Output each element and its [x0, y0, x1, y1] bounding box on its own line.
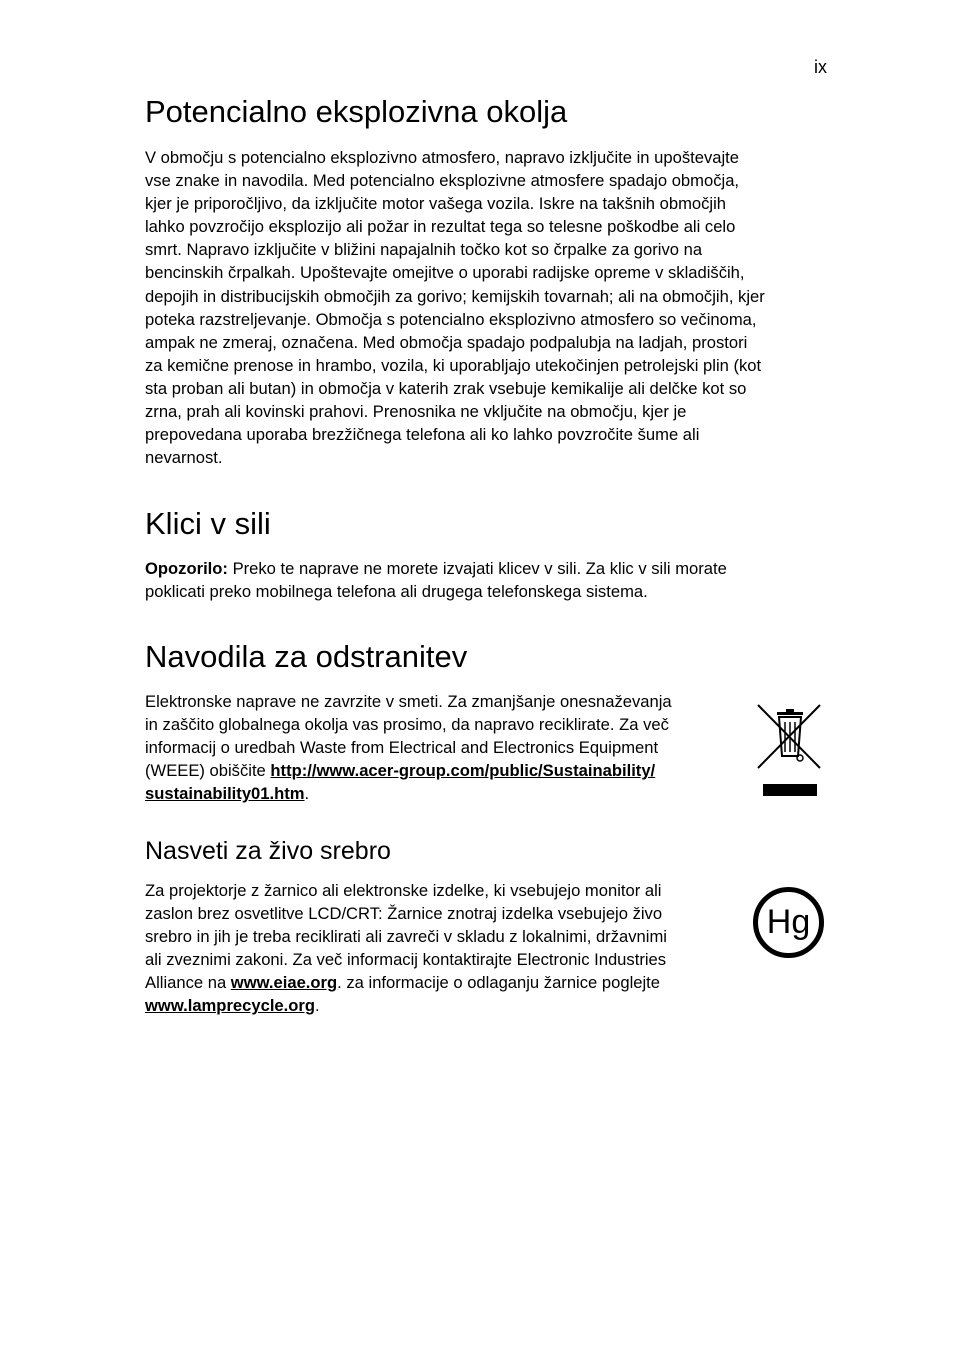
paragraph-line: [145, 971, 667, 994]
paragraph-line: poklicati preko mobilnega telefona ali drugega telefonskega sistema.: [145, 582, 648, 602]
paragraph-line: vse znake in navodila. Med potencialno eksplozivne atmosfere spadajo območja,: [145, 171, 740, 191]
weee-crossed-bin-icon: [755, 702, 823, 798]
paragraph-line: bencinskih črpalkah. Upoštevajte omejitve o uporabi radijske opreme v skladiščih,: [145, 263, 745, 283]
paragraph-line: V območju s potencialno eksplozivno atmosfero, napravo izključite in upoštevajte: [145, 148, 740, 167]
paragraph-line: depojih in distribucijskih območjih za gorivo; kemijskih tovarnah; ali na območjih, kjer: [145, 286, 765, 306]
paragraph-line: smrt. Napravo izključite v bližini napajalnih točko kot so črpalke za gorivo na: [145, 240, 703, 260]
paragraph-explosive: [145, 146, 765, 469]
paragraph-line: [145, 759, 672, 782]
paragraph-disposal: [145, 690, 672, 805]
lamprecycle-link[interactable]: www.lamprecycle.org: [145, 996, 315, 1016]
paragraph-line: prepovedana uporaba brezžičnega telefona ali ko lahko povzročite šume ali: [145, 425, 700, 445]
paragraph-mercury: [145, 879, 667, 1018]
page-number: ix: [814, 57, 827, 77]
weee-link[interactable]: http://www.acer-group.com/public/Sustainability/: [270, 761, 656, 781]
warning-label: Opozorilo:: [145, 559, 228, 578]
section-title-explosive: Potencialno eksplozivna okolja: [145, 94, 568, 129]
paragraph-line: informacij o uredbah Waste from Electrical and Electronics Equipment: [145, 738, 659, 758]
warning-text: Preko te naprave ne morete izvajati klicev v sili. Za klic v sili morate: [227, 559, 727, 578]
paragraph-line: sta proban ali butan) in območja v katerih zrak vsebuje kemikalije ali delčke kot so: [145, 378, 747, 398]
text-span: .: [304, 784, 310, 804]
paragraph-line: nevarnost.: [145, 448, 223, 468]
paragraph-line: [145, 557, 727, 580]
section-title-disposal: Navodila za odstranitev: [145, 639, 468, 674]
paragraph-line: za kemične prenose in hrambo, vozila, ki uporabljajo utekočinjen petrolejski plin (kot: [145, 355, 762, 375]
paragraph-line: Elektronske naprave ne zavrzite v smeti. Za zmanjšanje onesnaževanja: [145, 692, 672, 711]
paragraph-line: [145, 782, 672, 805]
paragraph-emergency: [145, 557, 727, 603]
text-span: Alliance na: [145, 973, 231, 993]
paragraph-line: lahko povzročijo eksplozijo ali požar in rezultat tega so telesne poškodbe ali celo: [145, 217, 736, 237]
weee-link-continued[interactable]: sustainability01.htm: [145, 784, 305, 804]
paragraph-line: [145, 994, 667, 1017]
mercury-symbol-label: Hg: [766, 903, 811, 941]
paragraph-line: zrna, prah ali kovinski prahovi. Prenosnika ne vključite na območju, kjer je: [145, 402, 687, 422]
text-span: .: [315, 996, 320, 1016]
text-span: (WEEE) obiščite: [145, 761, 271, 781]
paragraph-line: ali zveznimi zakoni. Za več informacij kontaktirajte Electronic Industries: [145, 950, 667, 970]
paragraph-line: kjer je priporočljivo, da izključite motor vašega vozila. Iskre na takšnih območjih: [145, 194, 727, 214]
paragraph-line: in zaščito globalnega okolja vas prosimo, da napravo reciklirate. Za več: [145, 715, 669, 735]
mercury-hg-icon: [752, 886, 825, 959]
eiae-link[interactable]: www.eiae.org: [230, 973, 338, 993]
paragraph-line: ampak ne zmeraj, označena. Med območja spadajo podpalubja na ladjah, prostori: [145, 332, 748, 352]
section-title-emergency: Klici v sili: [145, 506, 271, 541]
paragraph-line: srebro in jih je treba reciklirati ali zavreči v skladu z lokalnimi, državnimi: [145, 927, 667, 947]
section-title-mercury: Nasveti za živo srebro: [145, 837, 391, 865]
paragraph-line: zaslon brez osvetlitve LCD/CRT: Žarnice znotraj izdelka vsebujejo živo: [145, 904, 663, 924]
text-span: . za informacije o odlaganju žarnice poglejte: [337, 973, 661, 993]
paragraph-line: poteka razstreljevanje. Območja s potencialno eksplozivno atmosfero so večinoma,: [145, 309, 757, 329]
paragraph-line: Za projektorje z žarnico ali elektronske izdelke, ki vsebujejo monitor ali: [145, 881, 662, 900]
